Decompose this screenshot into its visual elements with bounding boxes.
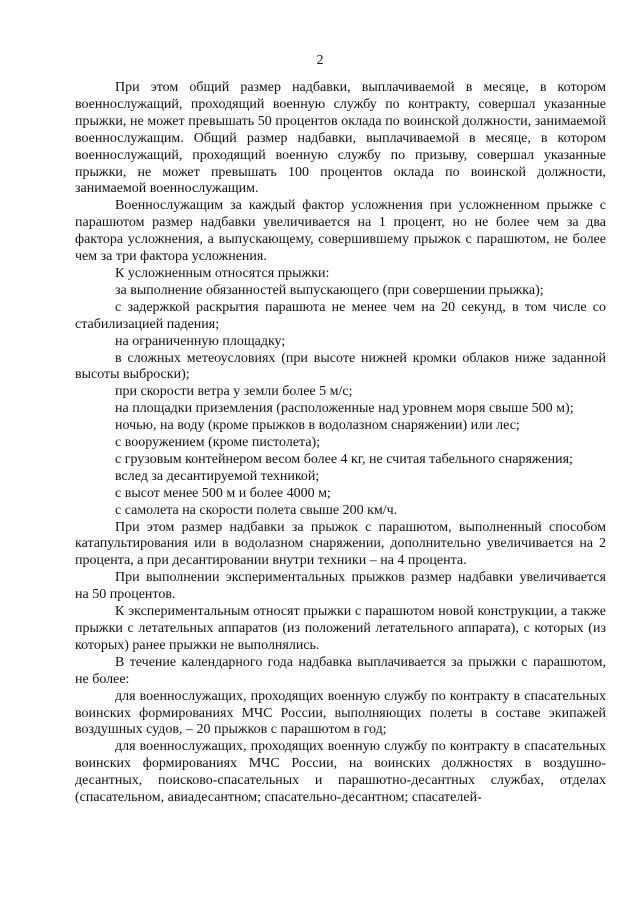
paragraph-7: В течение календарного года надбавка выплачивается за прыжки с парашютом, не более: — [75, 654, 606, 687]
list-item-1: за выполнение обязанностей выпускающего (при совершении прыжка); — [115, 282, 544, 298]
list-item-4: в сложных метеоусловиях (при высоте нижней кромки облаков ниже заданной высоты выброски); — [75, 350, 606, 383]
list-item-5: при скорости ветра у земли более 5 м/с; — [115, 384, 353, 400]
limit-item-1: для военнослужащих, проходящих военную службу по контракту в спасательных воинских формированиях МЧС России, выполняющих полеты в составе экипажей воздушных судов, – 20 прыжков с парашютом в год; — [75, 688, 606, 738]
list-item-6: на площадки приземления (расположенные над уровнем моря свыше 500 м); — [115, 401, 574, 417]
paragraph-4: При этом размер надбавки за прыжок с парашютом, выполненный способом катапультирования или в водолазном снаряжении, дополнительно увеличивается на 2 процента, а при десантировании внутри техники – на 4 процента. — [75, 519, 606, 569]
list-item-10: вслед за десантируемой техникой; — [115, 468, 320, 484]
paragraph-1: При этом общий размер надбавки, выплачиваемой в месяце, в котором военнослужащий, проходящий военную службу по контракту, совершал указанные прыжки, не может превышать 50 процентов оклада по воинской должности, занимаемой военнослужащим. Общий размер надбавки, выплачиваемой в месяце, в котором военнослужащий, проходящий военную службу по призыву, совершал указанные прыжки, не может превышать 100 процентов оклада по воинской должности, занимаемой военнослужащим. — [75, 80, 606, 197]
paragraph-3: К усложненным относятся прыжки: — [115, 265, 330, 281]
list-item-11: с высот менее 500 м и более 4000 м; — [115, 485, 331, 501]
limit-item-2: для военнослужащих, проходящих военную службу по контракту в спасательных воинских формированиях МЧС России, на воинских должностях в воздушно-десантных, поисково-спасательных и парашютно-десантных службах, отделах (спасательном, авиадесантном; спасательно-десантном; спасателей- — [75, 739, 606, 806]
list-item-2: с задержкой раскрытия парашюта не менее чем на 20 секунд, в том числе со стабилизацией падения; — [75, 299, 606, 332]
list-item-7: ночью, на воду (кроме прыжков в водолазном снаряжении) или лес; — [115, 418, 520, 434]
paragraph-5: При выполнении экспериментальных прыжков размер надбавки увеличивается на 50 процентов. — [75, 570, 606, 603]
list-item-12: с самолета на скорости полета свыше 200 км/ч. — [115, 502, 398, 518]
list-item-9: с грузовым контейнером весом более 4 кг, не считая табельного снаряжения; — [115, 451, 573, 467]
list-item-3: на ограниченную площадку; — [115, 333, 286, 349]
document-body — [75, 80, 606, 807]
page-number: 2 — [316, 53, 324, 68]
list-item-8: с вооружением (кроме пистолета); — [115, 435, 321, 451]
paragraph-6: К экспериментальным относят прыжки с парашютом новой конструкции, а также прыжки с летательных аппаратов (из положений летательного аппарата), с которых (из которых) ранее прыжки не выполнялись. — [75, 604, 606, 653]
paragraph-2: Военнослужащим за каждый фактор усложнения при усложненном прыжке с парашютом размер надбавки увеличивается на 1 процент, но не более чем за два фактора усложнения, а выпускающему, совершившему прыжок с парашютом, не более чем за три фактора усложнения. — [75, 198, 606, 265]
